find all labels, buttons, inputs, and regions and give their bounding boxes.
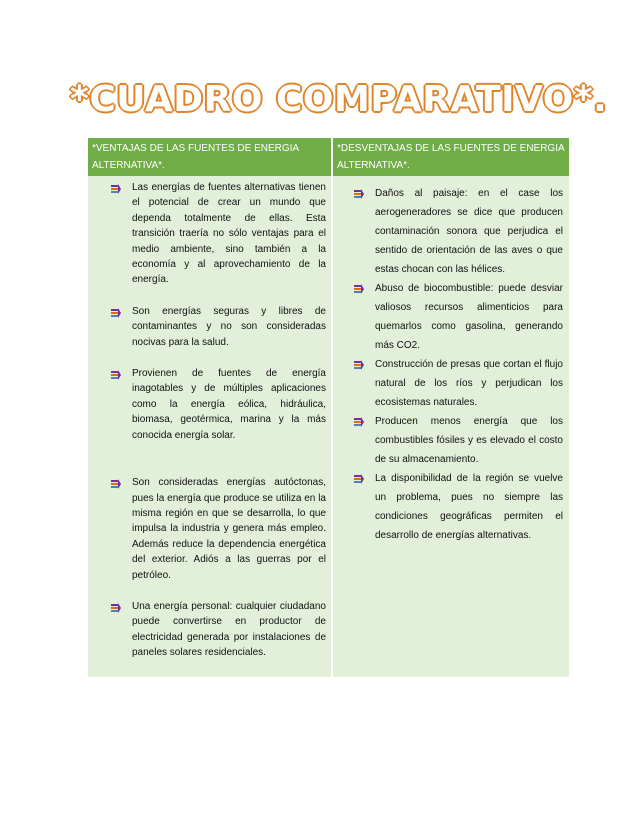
arrow-bullet-icon (353, 473, 365, 485)
arrow-bullet-icon (353, 416, 365, 428)
arrow-bullet-icon (110, 602, 122, 614)
disadvantage-text: Construcción de presas que cortan el flujo natural de los ríos y perjudican los ecosistemas naturales. (375, 359, 563, 408)
list-item (110, 304, 326, 350)
advantages-column (88, 176, 331, 677)
arrow-bullet-icon (110, 183, 122, 195)
advantage-text: Las energías de fuentes alternativas tienen el potencial de crear un mundo que dependa totalmente de ellas. Esta transición traería no sólo ventajas para el medio ambiente, sino también a la economía y al aprovechamiento de la energía. (132, 182, 326, 286)
advantage-text: Son energías seguras y libres de contaminantes y no son consideradas nocivas para la salud. (132, 305, 326, 348)
advantages-header: *VENTAJAS DE LAS FUENTES DE ENERGIA ALTERNATIVA*. (92, 143, 299, 171)
arrow-bullet-icon (353, 359, 365, 371)
advantage-text: Una energía personal: cualquier ciudadano puede convertirse en productor de electricidad generada por instalaciones de paneles solares residenciales. (132, 600, 326, 659)
table-body-row (88, 176, 569, 677)
list-item (353, 355, 563, 412)
disadvantage-text: Producen menos energía que los combustibles fósiles y es elevado el costo de su almacenamiento. (375, 416, 563, 465)
list-item (110, 599, 326, 661)
arrow-bullet-icon (110, 369, 122, 381)
list-item (353, 469, 563, 545)
advantage-text: Provienen de fuentes de energía inagotables y de múltiples aplicaciones como la energía eólica, hidráulica, biomasa, geotérmica, marina y la más conocida energía solar. (132, 368, 326, 441)
disadvantages-header: *DESVENTAJAS DE LAS FUENTES DE ENERGIA ALTERNATIVA*. (331, 138, 569, 176)
comparison-table (88, 138, 569, 659)
disadvantage-text: La disponibilidad de la región se vuelve un problema, pues no siempre las condiciones geográficas permiten el desarrollo de energías alternativas. (375, 473, 563, 541)
arrow-bullet-icon (353, 188, 365, 200)
disadvantage-text: Daños al paisaje: en el case los aerogeneradores se dice que producen contaminación sonora que perjudica el sentido de orientación de las aves o que estas chocan con las hélices. (375, 188, 563, 275)
advantage-text: Son consideradas energías autóctonas, pues la energía que produce se utiliza en la misma región en que se desarrolla, lo que impulsa la industria y genera más empleo. Además reduce la dependencia energética del exterior. Adiós a las guerras por el petróleo. (132, 477, 326, 581)
list-item (353, 184, 563, 279)
list-item (353, 279, 563, 355)
arrow-bullet-icon (353, 283, 365, 295)
disadvantage-text: Abuso de biocombustible: puede desviar valiosos recursos alimenticios para quemarlos como gasolina, generando más CO2. (375, 283, 563, 351)
page-title: *CUADRO COMPARATIVO*. (70, 79, 608, 120)
arrow-bullet-icon (110, 307, 122, 319)
arrow-bullet-icon (110, 478, 122, 490)
disadvantages-column (331, 176, 569, 677)
table-header-row (88, 138, 569, 176)
list-item (110, 180, 326, 288)
list-item (353, 412, 563, 469)
list-item (110, 475, 326, 583)
list-item (110, 366, 326, 443)
